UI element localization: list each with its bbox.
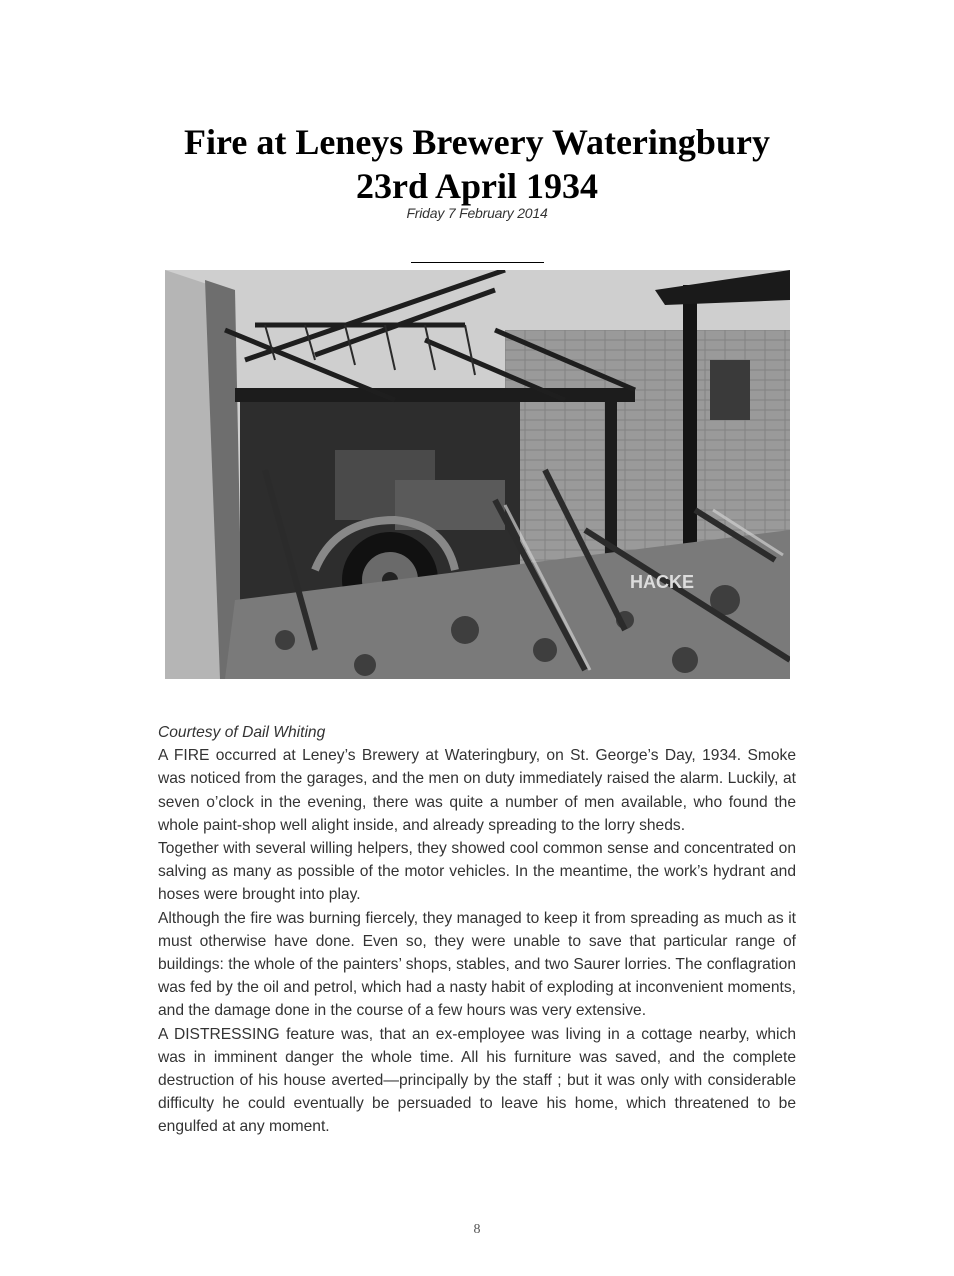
publish-date: Friday 7 February 2014 [406,205,548,221]
wreck-sign-text: HACKE [630,572,695,592]
brewery-fire-ruins-photo [165,270,790,679]
article-paragraph-2: Together with several willing helpers, they showed cool common sense and concentrated on salving as many as possible of the motor vehicles. In the meantime, the work’s hydrant and hoses were brought into play. [158,840,796,904]
article-body [158,721,796,1139]
page-title [0,120,954,208]
title-line-2: 23rd April 1934 [355,166,598,206]
article-paragraph-4: A DISTRESSING feature was, that an ex-employee was living in a cottage nearby, which was in imminent danger the whole time. All his furniture was saved, and the complete destruction of his house averted—principally by the staff ; but it was only with considerable difficulty he could eventually be persuaded to leave his home, which threatened to be engulfed at any moment. [158,1025,796,1136]
page-number: 8 [473,1222,481,1237]
article-paragraph-1: A FIRE occurred at Leney’s Brewery at Wateringbury, on St. George’s Day, 1934. Smoke was noticed from the garages, and the men on duty immediately raised the alarm. Luckily, at seven o’clock in the evening, there was quite a number of men available, who found the whole paint-shop well alight inside, and already spreading to the lorry sheds. [158,747,796,834]
title-line-1: Fire at Leneys Brewery Wateringbury [184,122,770,162]
article-paragraph-3: Although the fire was burning fiercely, they managed to keep it from spreading as much as it must otherwise have done. Even so, they were unable to save that particular range of buildings: the whole of the painters’ shops, stables, and two Saurer lorries. The conflagration was fed by the oil and petrol, which had a nasty habit of exploding at inconvenient moments, and the damage done in the course of a few hours was very extensive. [158,909,796,1020]
header-divider [411,262,544,263]
photo-credit: Courtesy of Dail Whiting [158,724,326,741]
